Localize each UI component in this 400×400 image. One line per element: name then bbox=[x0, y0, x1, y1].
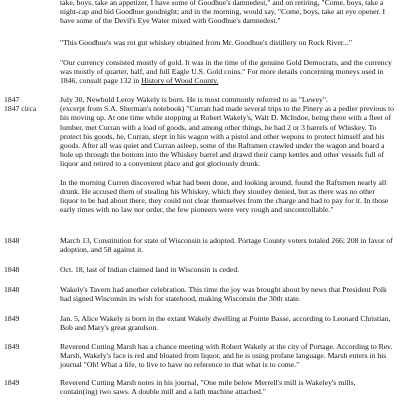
entry-dates bbox=[4, 378, 56, 387]
paragraph: (excerpt from S.A. Sherman's notebook) "Curran had made several trips to the Pinery as a pedler previous to his moving up. At one time while stopping at Robert Wakely's, Walt D. McIndoe, being there with a fleet of lumber, met Curran with a load of goods, and among other things, he had 2 or 3 barrels of Whiskey. To protect his goods, he, Curran, slept in his wagon with a pistol and other wepons to protect himself and his goods. After all was quiet and Curran asleep, some of the Raftsmen crawled under the wagon and board a hole up through the bottom into the Whiskey barrel and drawd their camp kettles and other vessels full of liquor and retired to a convenient place and got gloriously drunk. bbox=[60, 104, 394, 169]
entry-year: 1848 bbox=[4, 236, 20, 245]
entry-year: 1849 bbox=[4, 314, 20, 323]
entry-text bbox=[60, 285, 394, 303]
entry-year: 1849 bbox=[4, 378, 20, 387]
paragraph: take, boys, take an appetizer, I have some of Goodhue's damnedest," and on retiring, "Come, boys, take a night-cap and bid Goodhue goodnight; and in the morning, would say, "Come, boys, take an eye opener. I have some of the Devil's Eye Water mixed with Goodhue's damnedest." bbox=[60, 0, 386, 26]
entry-year: 1847 circa bbox=[4, 104, 37, 114]
entry-text bbox=[60, 38, 394, 47]
entry-dates bbox=[4, 342, 56, 351]
entry-dates bbox=[4, 314, 56, 323]
entry-dates bbox=[4, 285, 56, 294]
entry-year: 1848 bbox=[4, 265, 20, 274]
paragraph: Oct. 18, last of Indian claimed land in Wisconsin is ceded. bbox=[60, 265, 240, 274]
entry-text bbox=[60, 95, 394, 214]
paragraph: Reverend Cutting Marsh notes in his journal, "One mile below Merrell's mill is Wakeley's mills, contain(ing) two saws. A double mill and a lath machine attached." bbox=[60, 378, 356, 397]
entry-year: 1848 bbox=[4, 285, 20, 294]
entry-text bbox=[60, 378, 394, 396]
paragraph: March 13, Constitution for state of Wisconsin is adopted. Portage County voters totaled 266; 208 in favor of adoption, and 58 against it. bbox=[60, 236, 393, 255]
paragraph: Jan. 5, Alice Wakely is born in the extant Wakely dwelling at Pointe Basse, according to Leonard Christian, Bob and Mary's great grandson. bbox=[60, 314, 391, 333]
entry-dates bbox=[4, 236, 56, 245]
entry-text bbox=[60, 236, 394, 254]
entry-text bbox=[60, 0, 394, 26]
entry-text bbox=[60, 58, 394, 86]
entry-year: 1847 bbox=[4, 95, 20, 104]
paragraph: "This Goodhue's was rot gut whiskey obtained from Mr. Goodhue's distillery on Rock River..." bbox=[60, 38, 352, 47]
paragraph bbox=[60, 58, 394, 86]
entry-dates bbox=[4, 95, 56, 113]
entry-year: 1849 bbox=[4, 342, 20, 351]
paragraph: July 30, Newbold Leroy Wakely is born. He is most commonly referred to as "Lewey". bbox=[60, 95, 328, 104]
entry-text bbox=[60, 265, 394, 274]
paragraph: Reverend Cutting Marsh has a chance meeting with Robert Wakely at the city of Portage. According to Rev. Marsh, Wakely's face is red and bloated from liquor, and he is using profane language. Marsh enters in his journal "Oh! What a life, to live to have no reference to that what is to come." bbox=[60, 342, 393, 370]
book-reference-link: History of Wood County. bbox=[141, 76, 219, 86]
paragraph: Wakely's Tavern had another celebration. This time the joy was brought about by news that President Polk had signed Wisconsin its wish for statehood, making Wisconsin the 30th state. bbox=[60, 285, 387, 304]
entry-text bbox=[60, 342, 394, 370]
paragraph-text: "Our currency consisted mostly of gold. It was in the time of the genuine Gold Democrats, and the currency was mostly of quarter, half, and full Eagle U.S. Gold coins." For more details concerning moneys used in 1846, consult page 132 in bbox=[60, 58, 392, 86]
paragraph: In the morning Curren discovered what had been done, and looking around, found the Raftsmen nearly all drunk. He accused them of stealing his Whiskey, which they stoutley denied, but as there was no other liquor to be had about there, they could not clear themselves from the charge and had to pay for it. In those early times with no law nor order, the few pioneers were very rough and uncontrollable." bbox=[60, 177, 389, 215]
entry-text bbox=[60, 314, 394, 332]
entry-dates bbox=[4, 265, 56, 274]
